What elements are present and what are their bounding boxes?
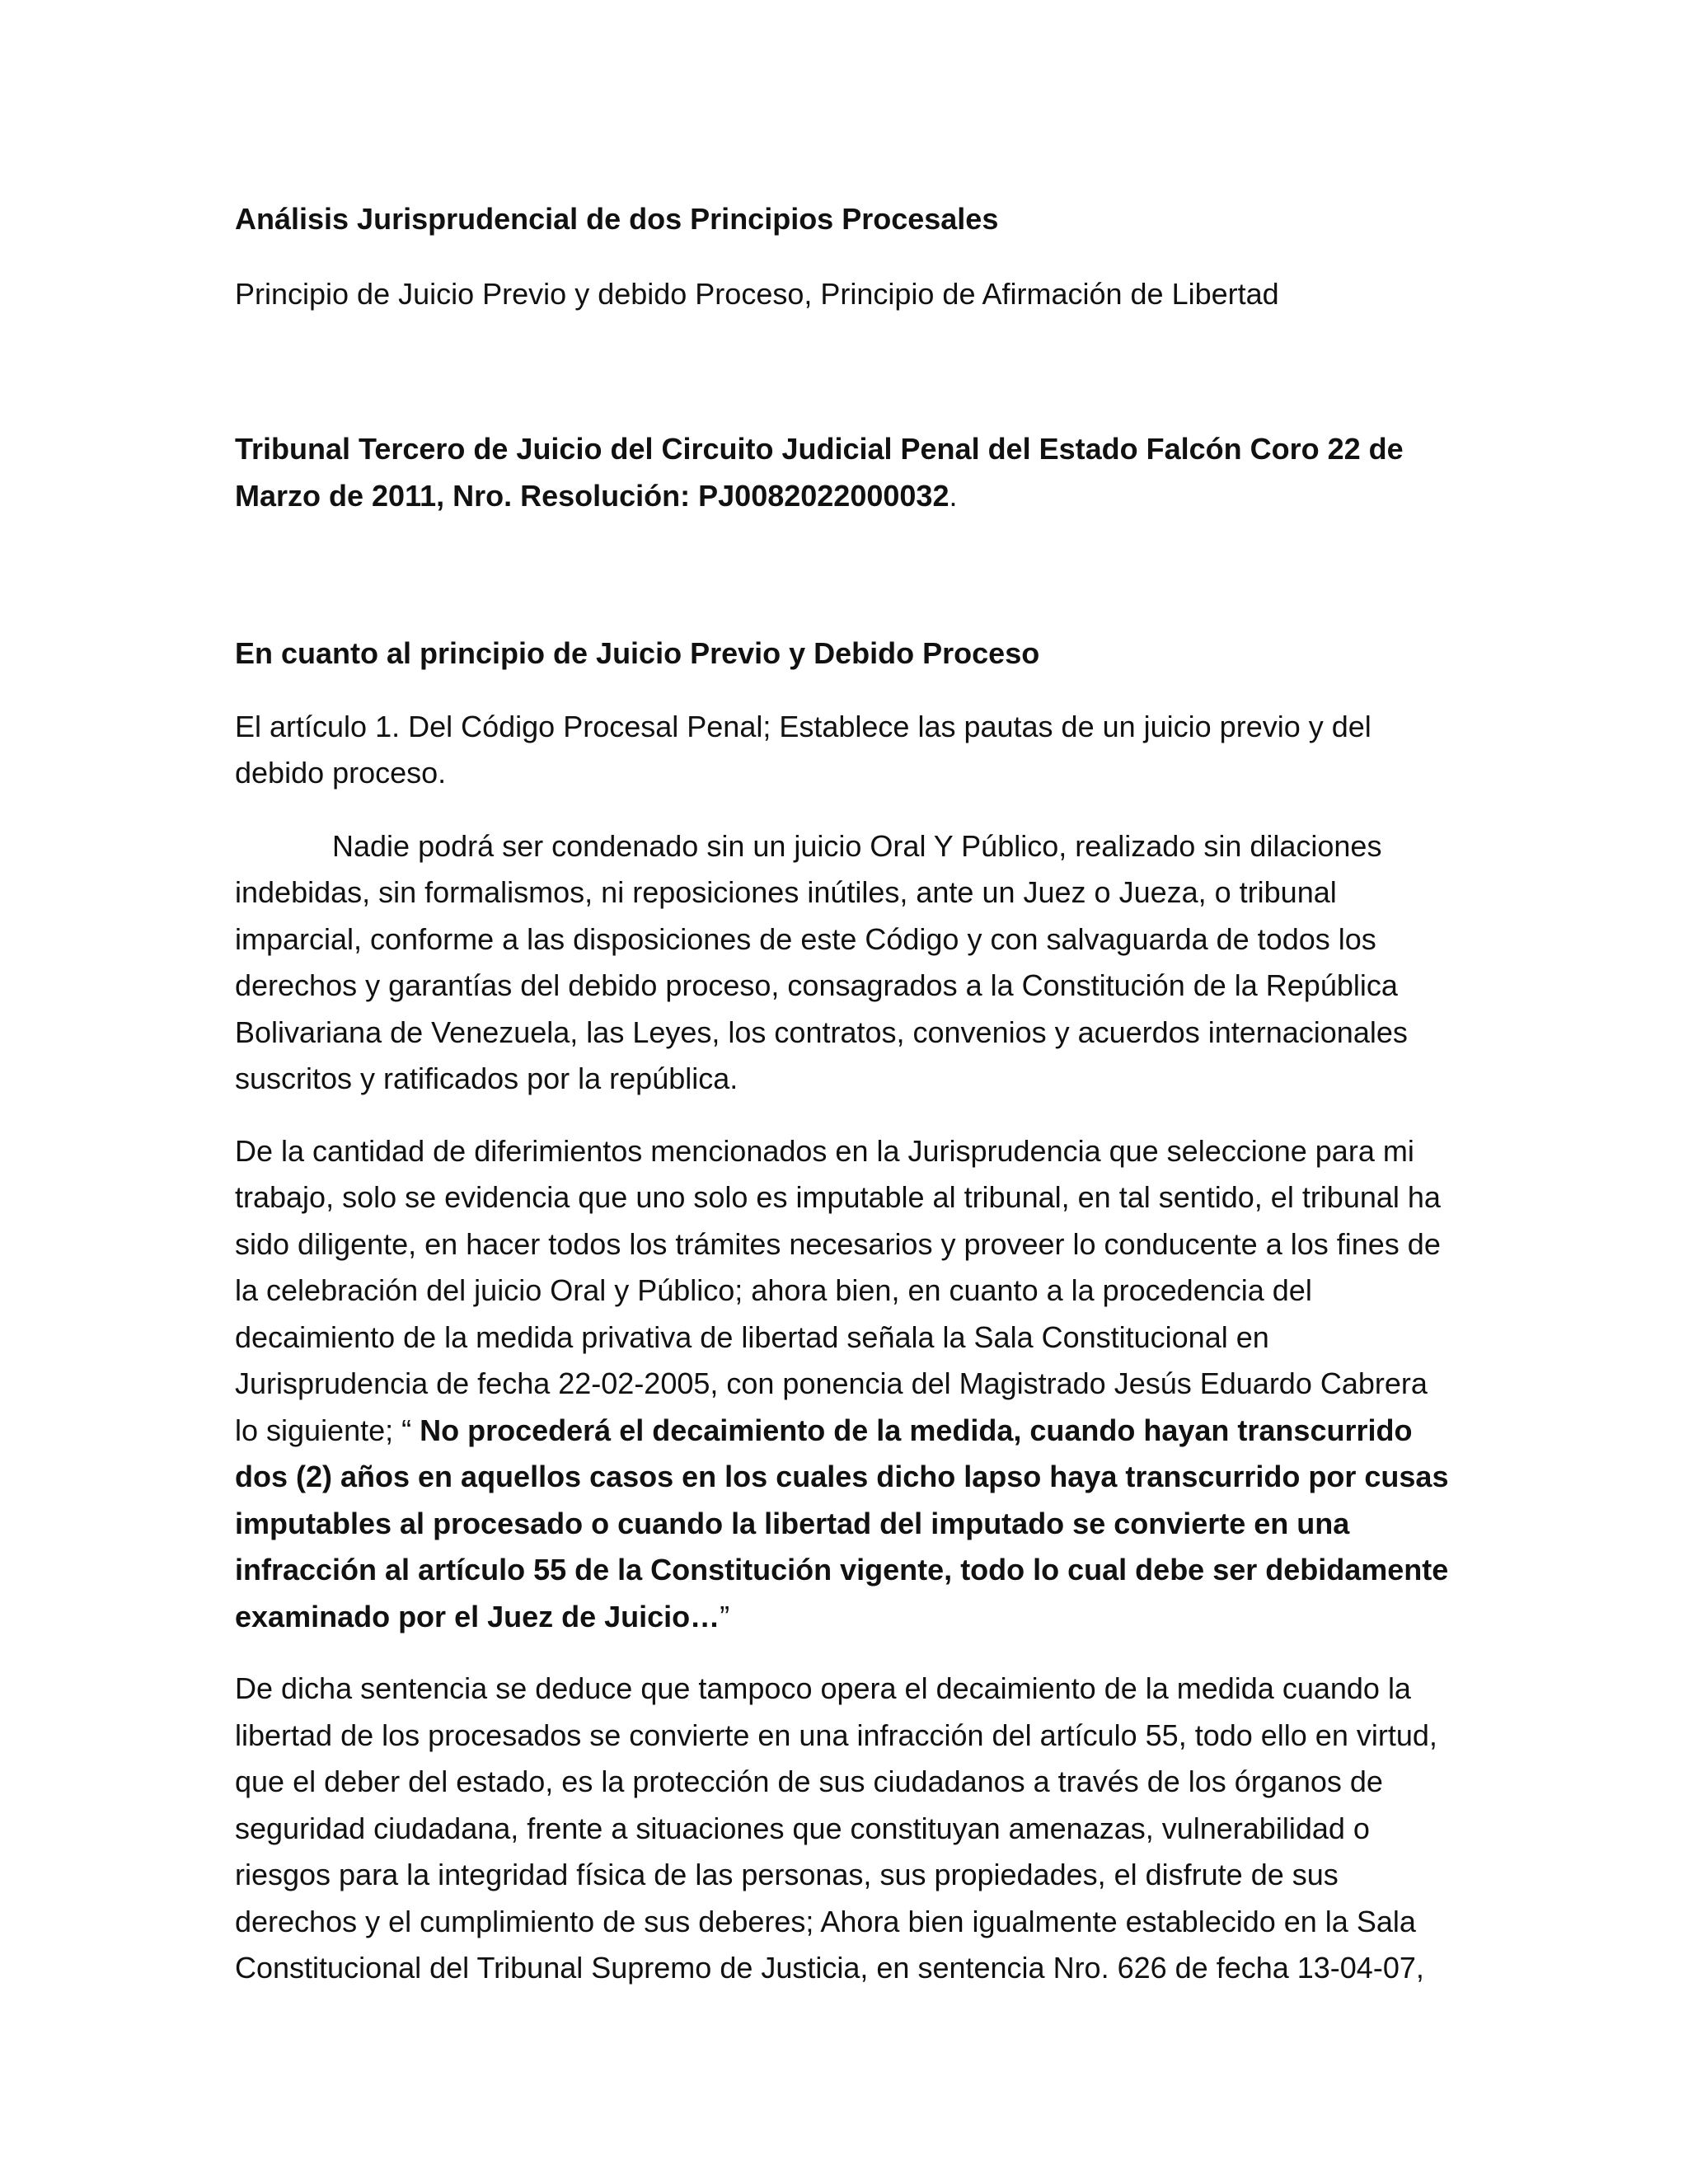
- document-body: [235, 196, 1455, 2018]
- document-subtitle: Principio de Juicio Previo y debido Proceso, Principio de Afirmación de Libertad: [235, 276, 1279, 311]
- article-quote-paragraph: Nadie podrá ser condenado sin un juicio Oral Y Público, realizado sin dilaciones indebidas, sin formalismos, ni reposiciones inútiles, ante un Juez o Jueza, o tribunal imparcial, conforme a las disposiciones de este Código y con salvaguarda de todos los derechos y garantías del debido proceso, consagrados a la Constitución de la República Bolivariana de Venezuela, las Leyes, los contratos, convenios y acuerdos internacionales suscritos y ratificados por la república.: [235, 828, 1408, 1095]
- tribunal-reference-period: .: [949, 478, 958, 513]
- document-title: Análisis Jurisprudencial de dos Principios Procesales: [235, 202, 999, 236]
- jurisprudence-bold-quote: No procederá el decaimiento de la medida, cuando hayan transcurrido dos (2) años en aquellos casos en los cuales dicho lapso haya transcurrido por cusas imputables al procesado o cuando la libertad del imputado se convierte en una infracción al artículo 55 de la Constitución vigente, todo lo cual debe ser debidamente examinado por el Juez de Juicio…: [235, 1413, 1449, 1633]
- tribunal-reference-text: Tribunal Tercero de Juicio del Circuito Judicial Penal del Estado Falcón Coro 22 de Marzo de 2011, Nro. Resolución: PJ0082022000032: [235, 432, 1404, 513]
- jurisprudence-closing-quote: ”: [720, 1599, 730, 1633]
- section-heading: En cuanto al principio de Juicio Previo y Debido Proceso: [235, 636, 1040, 670]
- deduction-paragraph: De dicha sentencia se deduce que tampoco opera el decaimiento de la medida cuando la libertad de los procesados se convierte en una infracción del artículo 55, todo ello en virtud, que el deber del estado, es la protección de sus ciudadanos a través de los órganos de seguridad ciudadana, frente a situaciones que constituyan amenazas, vulnerabilidad o riesgos para la integridad física de las personas, sus propiedades, el disfrute de sus derechos y el cumplimiento de sus deberes; Ahora bien igualmente establecido en la Sala Constitucional del Tribunal Supremo de Justicia, en sentencia Nro. 626 de fecha 13-04-07,: [235, 1671, 1437, 1985]
- tribunal-reference: [235, 426, 1455, 519]
- article-intro-paragraph: El artículo 1. Del Código Procesal Penal; Establece las pautas de un juicio previo y del debido proceso.: [235, 709, 1372, 790]
- jurisprudence-paragraph-text: De la cantidad de diferimientos mencionados en la Jurisprudencia que seleccione para mi trabajo, solo se evidencia que uno solo es imputable al tribunal, en tal sentido, el tribunal ha sido diligente, en hacer todos los trámites necesarios y proveer lo conducente a los fines de la celebración del juicio Oral y Público; ahora bien, en cuanto a la procedencia del decaimiento de la medida privativa de libertad señala la Sala Constitucional en Jurisprudencia de fecha 22-02-2005, con ponencia del Magistrado Jesús Eduardo Cabrera lo siguiente; “: [235, 1133, 1441, 1447]
- jurisprudence-paragraph: [235, 1128, 1455, 1641]
